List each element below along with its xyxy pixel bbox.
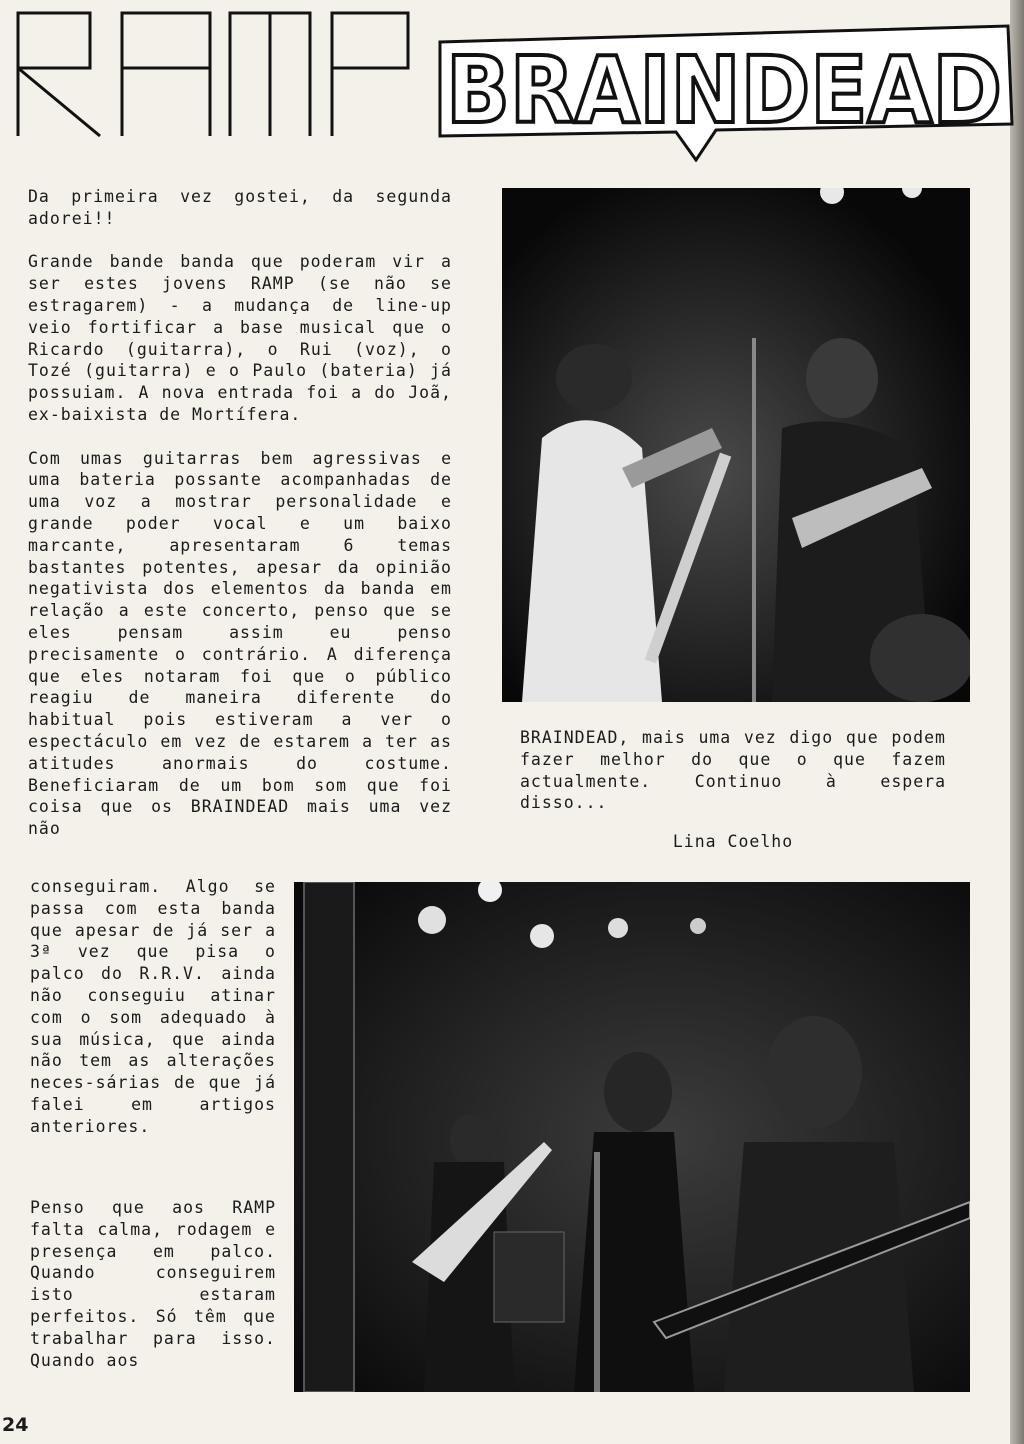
author-signature: Lina Coelho (672, 832, 794, 851)
concert-photo-top (502, 188, 970, 702)
header (0, 0, 1024, 170)
ramp-logo (10, 8, 410, 138)
paragraph-2: Com umas guitarras bem agressivas e uma bateria possante acompanhadas de uma voz a mostrar personalidade e grande poder vocal e um baixo marcante, apresentaram 6 temas bastantes potentes, apesar da opinião negativista dos elementos da banda em relação a este concerto, penso que se eles pensam assim eu penso precisamente o contrário. A diferença que eles notaram foi que o público reagiu de maneira diferente do habitual pois estiveram a ver o espectáculo em vez de estarem a ter as atitudes anormais do costume. Beneficiaram de um bom som que foi coisa que os BRAINDEAD mais uma vez não (28, 448, 452, 839)
article-narrow-column (30, 876, 276, 1159)
page-edge (1010, 0, 1024, 1444)
article-right-column (520, 727, 946, 836)
braindead-logo-text: BRAINDEAD (446, 37, 1002, 144)
intro-paragraph: Da primeira vez gostei, da segunda adorei!! (28, 187, 452, 228)
paragraph-3: Penso que aos RAMP falta calma, rodagem e presença em palco. Quando conseguirem isto estaram perfeitos. Só têm que trabalhar para isso. Quando aos (30, 1198, 276, 1370)
article-narrow-column-lower (30, 1197, 276, 1393)
braindead-logo (436, 12, 1016, 162)
paragraph-1: Grande bande banda que poderam vir a ser estes jovens RAMP (se não se estragarem) - a mudança de line-up veio fortificar a base musical que o Ricardo (guitarra), o Rui (voz), o Tozé (guitarra) e o Paulo (bateria) já possuiam. A nova entrada foi a do Joã, ex-baixista de Mortífera. (28, 252, 452, 424)
page-number: 24 (2, 1414, 29, 1436)
paragraph-2-continued: conseguiram. Algo se passa com esta banda que apesar de já ser a 3ª vez que pisa o palco do R.R.V. ainda não conseguiu atinar com o som adequado à sua música, que ainda não tem as alterações neces-sárias de que já falei em artigos anteriores. (30, 877, 276, 1136)
article-left-column (28, 186, 452, 862)
braindead-paragraph: BRAINDEAD, mais uma vez digo que podem fazer melhor do que o que fazem actualmente. Continuo à espera disso... (520, 728, 946, 813)
concert-photo-bottom (294, 882, 970, 1392)
